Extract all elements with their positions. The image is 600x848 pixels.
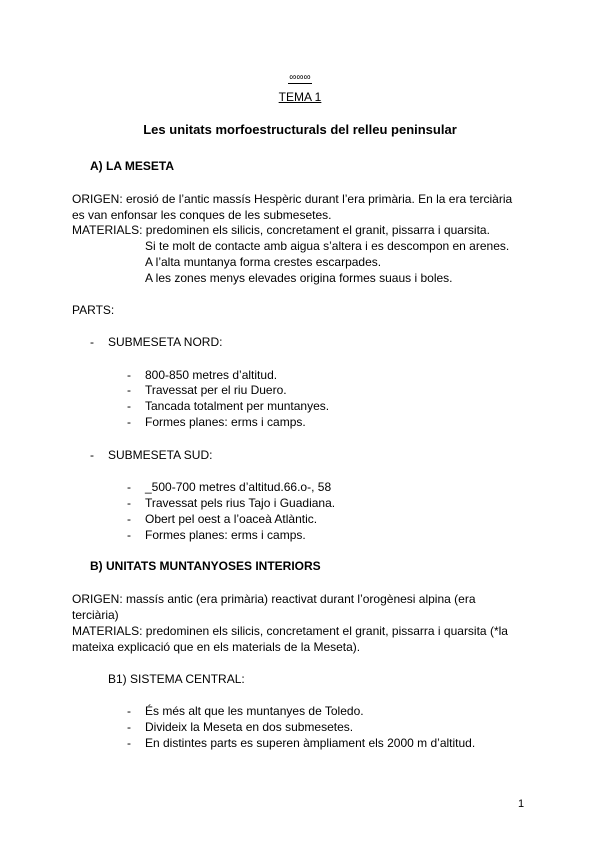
- list-bullet: -: [127, 399, 131, 413]
- section-a-materials-line4: A les zones menys elevades origina formes suaus i boles.: [145, 271, 453, 285]
- section-b-materials-line1: MATERIALS: predominen els silicis, concretament el granit, pissarra i quarsita (*la: [72, 624, 508, 638]
- page-number: 1: [518, 798, 525, 810]
- list-item: Formes planes: erms i camps.: [145, 528, 306, 542]
- section-b-heading: B) UNITATS MUNTANYOSES INTERIORS: [90, 559, 321, 573]
- page-title: Les unitats morfoestructurals del relleu peninsular: [143, 122, 457, 137]
- list-bullet: -: [127, 383, 131, 397]
- topic-label: TEMA 1: [278, 90, 322, 104]
- list-item: Formes planes: erms i camps.: [145, 415, 306, 429]
- submeseta-nord-title: SUBMESETA NORD:: [108, 335, 223, 349]
- list-bullet: -: [127, 704, 131, 718]
- submeseta-sud-title: SUBMESETA SUD:: [108, 448, 213, 462]
- header-ornament: ∞∞∞: [289, 72, 311, 83]
- list-item: Travessat pels rius Tajo i Guadiana.: [145, 496, 336, 510]
- header-ornament-rule: [0, 78, 600, 86]
- list-item: Tancada totalment per muntanyes.: [145, 399, 330, 413]
- list-item: Travessat per el riu Duero.: [145, 383, 287, 397]
- list-bullet: -: [90, 335, 94, 349]
- list-bullet: -: [127, 736, 131, 750]
- list-item: Divideix la Meseta en dos submesetes.: [145, 720, 354, 734]
- section-a-materials-line1: MATERIALS: predominen els silicis, concretament el granit, pissarra i quarsita.: [72, 223, 490, 237]
- sistema-central-title: B1) SISTEMA CENTRAL:: [108, 672, 245, 686]
- list-bullet: -: [127, 528, 131, 542]
- parts-label: PARTS:: [72, 303, 115, 317]
- section-b-origen-line2: terciària): [72, 608, 119, 622]
- section-a-heading: A) LA MESETA: [90, 159, 174, 173]
- section-b-materials-line2: mateixa explicació que en els materials de la Meseta).: [72, 640, 361, 654]
- list-bullet: -: [127, 496, 131, 510]
- list-bullet: -: [127, 415, 131, 429]
- section-a-origen-line2: es van enfonsar les conques de les submesetes.: [72, 208, 332, 222]
- section-a-materials-line3: A l’alta muntanya forma crestes escarpades.: [145, 255, 382, 269]
- section-a-origen-line1: ORIGEN: erosió de l’antic massís Hespèric durant l’era primària. En la era terciària: [72, 192, 513, 206]
- list-item: _500-700 metres d’altitud.66.o-, 58: [145, 480, 332, 494]
- list-item: 800-850 metres d’altitud.: [145, 368, 278, 382]
- list-bullet: -: [127, 512, 131, 526]
- list-bullet: -: [127, 720, 131, 734]
- section-b-origen-line1: ORIGEN: massís antic (era primària) reactivat durant l’orogènesi alpina (era: [72, 592, 476, 606]
- list-bullet: -: [90, 448, 94, 462]
- list-bullet: -: [127, 368, 131, 382]
- list-item: En distintes parts es superen àmpliament els 2000 m d’altitud.: [145, 736, 476, 750]
- list-bullet: -: [127, 480, 131, 494]
- list-item: Obert pel oest a l’oaceà Atlàntic.: [145, 512, 318, 526]
- section-a-materials-line2: Si te molt de contacte amb aigua s’altera i es descompon en arenes.: [145, 239, 510, 253]
- list-item: És més alt que les muntanyes de Toledo.: [145, 704, 364, 718]
